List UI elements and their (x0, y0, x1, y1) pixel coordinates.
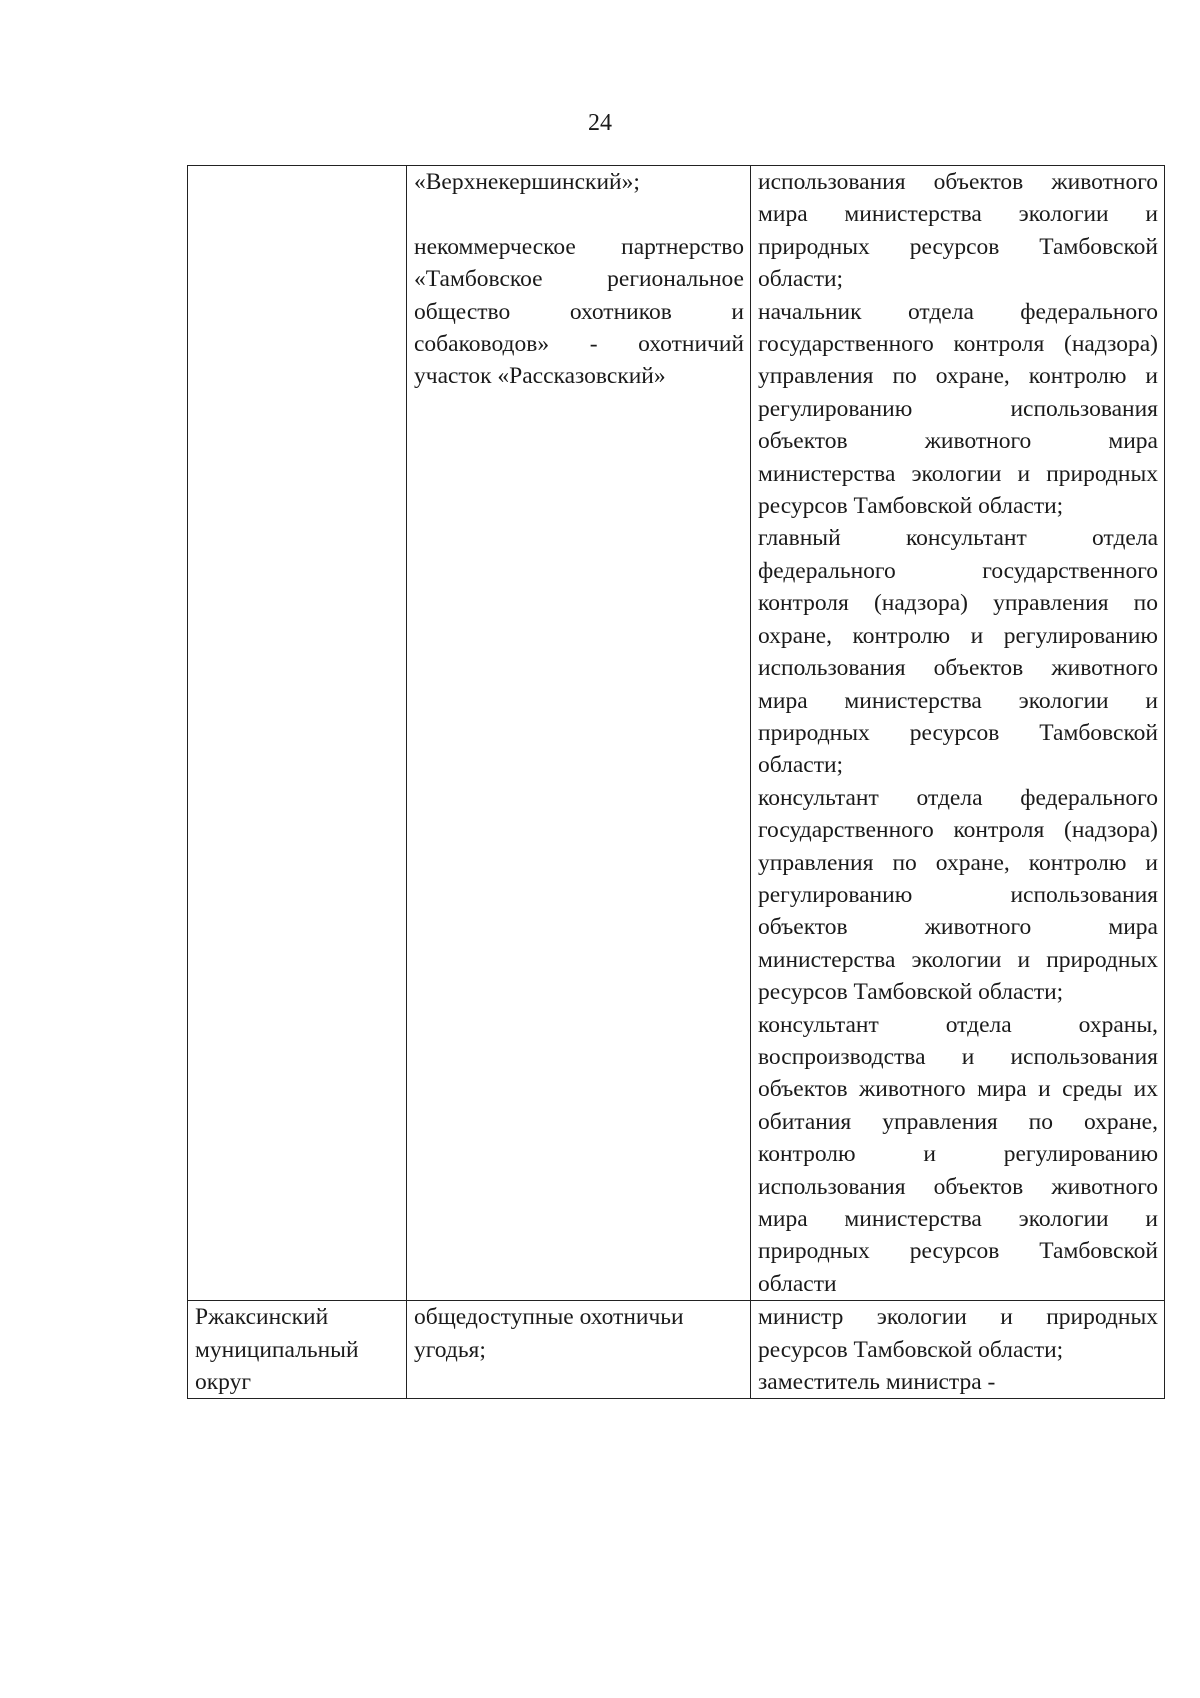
officials-table (187, 165, 1165, 1399)
district-cell (188, 166, 407, 1301)
hunting-lands-text: «Верхнекершинский»; некоммерческое партнерство «Тамбовское региональное общество охотников и собаководов» - охотничий участок «Рассказовский» (414, 169, 744, 390)
table-row (188, 166, 1165, 1301)
officials-cell (751, 166, 1165, 1301)
officials-text: министр экологии и природных ресурсов Тамбовской области; заместитель министра - (758, 1304, 1158, 1396)
page-number: 24 (588, 110, 612, 136)
officials-cell (751, 1301, 1165, 1399)
district-cell (188, 1301, 407, 1399)
hunting-lands-cell (407, 166, 751, 1301)
officials-text: использования объектов животного мира министерства экологии и природных ресурсов Тамбовской области; начальник отдела федерального государственного контроля (надзора) управления по охране, контролю и регулированию использования объектов животного мира министерства экологии и природных ресурсов Тамбовской области; главный консультант отдела федерального государственного контроля (надзора) управления по охране, контролю и регулированию использования объектов животного мира министерства экологии и природных ресурсов Тамбовской области; консультант отдела федерального государственного контроля (надзора) управления по охране, контролю и регулированию использования объектов животного мира министерства экологии и природных ресурсов Тамбовской области; консультант отдела охраны, воспроизводства и использования объектов животного мира и среды их обитания управления по охране, контролю и регулированию использования объектов животного мира министерства экологии и природных ресурсов Тамбовской области (758, 169, 1158, 1297)
hunting-lands-text: общедоступные охотничьи угодья; (414, 1304, 684, 1363)
district-text: Ржаксинский муниципальный округ (195, 1304, 359, 1396)
hunting-lands-cell (407, 1301, 751, 1399)
table-row (188, 1301, 1165, 1399)
